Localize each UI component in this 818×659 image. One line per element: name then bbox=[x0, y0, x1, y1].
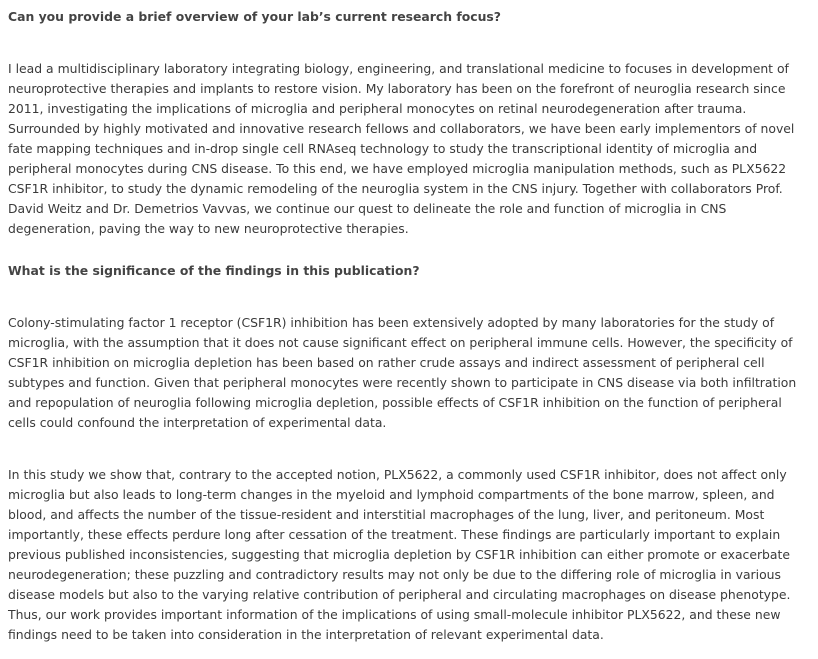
question-significance: What is the significance of the findings in this publication? bbox=[8, 263, 420, 278]
answer-significance-paragraph-1: Colony-stimulating factor 1 receptor (CSF1R) inhibition has been extensively adopted by many laboratories for the study of microglia, with the assumption that it does not cause significant effect on peripheral immune cells. However, the specificity of CSF1R inhibition on microglia depletion has been based on rather crude assays and indirect assessment of peripheral cell subtypes and function. Given that peripheral monocytes were recently shown to participate in CNS disease via both infiltration and repopulation of neuroglia following microglia depletion, possible effects of CSF1R inhibition on the function of peripheral cells could confound the interpretation of experimental data. bbox=[8, 315, 797, 430]
answer-significance-paragraph-2: In this study we show that, contrary to the accepted notion, PLX5622, a commonly used CSF1R inhibitor, does not affect only microglia but also leads to long-term changes in the myeloid and lymphoid compartments of the bone marrow, spleen, and blood, and affects the number of the tissue-resident and interstitial macrophages of the lung, liver, and peritoneum. Most importantly, these effects perdure long after cessation of the treatment. These findings are particularly important to explain previous published inconsistencies, suggesting that microglia depletion by CSF1R inhibition can either promote or exacerbate neurodegeneration; these puzzling and contradictory results may not only be due to the differing role of microglia in various disease models but also to the varying relative contribution of peripheral and circulating macrophages on disease phenotype. Thus, our work provides important information of the implications of using small-molecule inhibitor PLX5622, and these new findings need to be taken into consideration in the interpretation of relevant experimental data. bbox=[8, 467, 791, 642]
question-research-focus: Can you provide a brief overview of your lab’s current research focus? bbox=[8, 9, 501, 24]
answer-research-focus: I lead a multidisciplinary laboratory integrating biology, engineering, and translational medicine to focuses in development of neuroprotective therapies and implants to restore vision. My laboratory has been on the forefront of neuroglia research since 2011, investigating the implications of microglia and peripheral monocytes on retinal neurodegeneration after trauma. Surrounded by highly motivated and innovative research fellows and collaborators, we have been early implementors of novel fate mapping techniques and in-drop single cell RNAseq technology to study the transcriptional identity of microglia and peripheral monocytes during CNS disease. To this end, we have employed microglia manipulation methods, such as PLX5622 CSF1R inhibitor, to study the dynamic remodeling of the neuroglia system in the CNS injury. Together with collaborators Prof. David Weitz and Dr. Demetrios Vavvas, we continue our quest to delineate the role and function of microglia in CNS degeneration, paving the way to new neuroprotective therapies. bbox=[8, 61, 795, 236]
